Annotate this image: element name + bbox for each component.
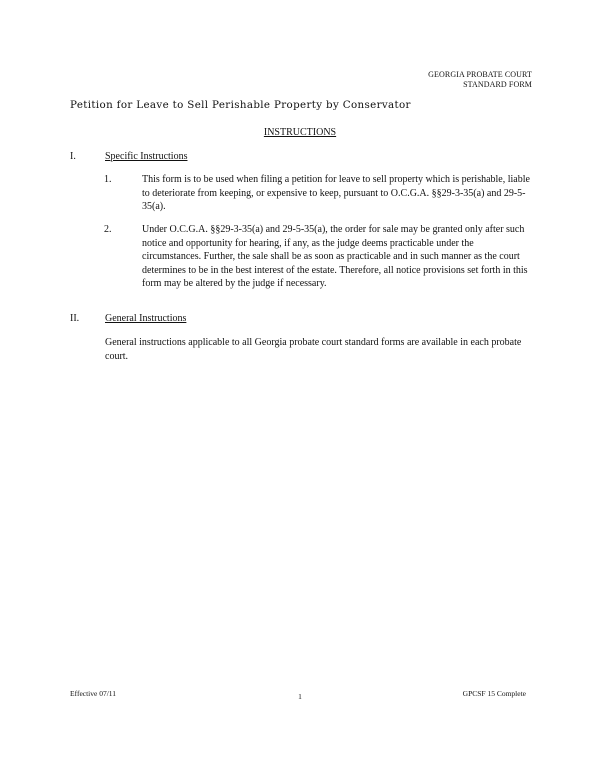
section-numeral: II. — [70, 313, 80, 324]
instructions-heading — [0, 126, 600, 139]
item-number: 2. — [104, 224, 112, 235]
footer-page-number: 1 — [298, 692, 302, 701]
item-text: Under O.C.G.A. §§29-3-35(a) and 29-5-35(a), the order for sale may be granted only after such notice and opportunity for hearing, if any, as the judge deems practicable under the circumstances. Further, the sale shall be as soon as practicable and in such manner as the court determines to be in the best interest of the estate. Therefore, all notice provisions set forth in this form may be altered by the judge if necessary. — [142, 224, 528, 290]
item-text: This form is to be used when filing a petition for leave to sell property which is perishable, liable to deteriorate from keeping, or expensive to keep, pursuant to O.C.G.A. §§29-3-35(a) and 29-5-35(a). — [142, 174, 530, 213]
form-type: STANDARD FORM — [463, 80, 532, 89]
section-title: General Instructions — [105, 313, 187, 324]
court-name: GEORGIA PROBATE COURT — [428, 70, 532, 79]
footer-form-code: GPCSF 15 Complete — [462, 689, 526, 698]
item-number: 1. — [104, 174, 112, 185]
document-title: Petition for Leave to Sell Perishable Property by Conservator — [70, 99, 411, 111]
form-header — [428, 70, 532, 90]
section-numeral: I. — [70, 151, 76, 162]
footer-effective-date: Effective 07/11 — [70, 689, 117, 698]
section-general-instructions — [70, 312, 530, 326]
section-heading — [70, 150, 530, 164]
instructions-heading-text: INSTRUCTIONS — [263, 127, 337, 138]
section-specific-instructions — [70, 150, 530, 164]
section-heading — [70, 312, 530, 326]
general-instructions-text: General instructions applicable to all Georgia probate court standard forms are available in each probate court. — [105, 337, 522, 362]
section-title: Specific Instructions — [105, 151, 188, 162]
